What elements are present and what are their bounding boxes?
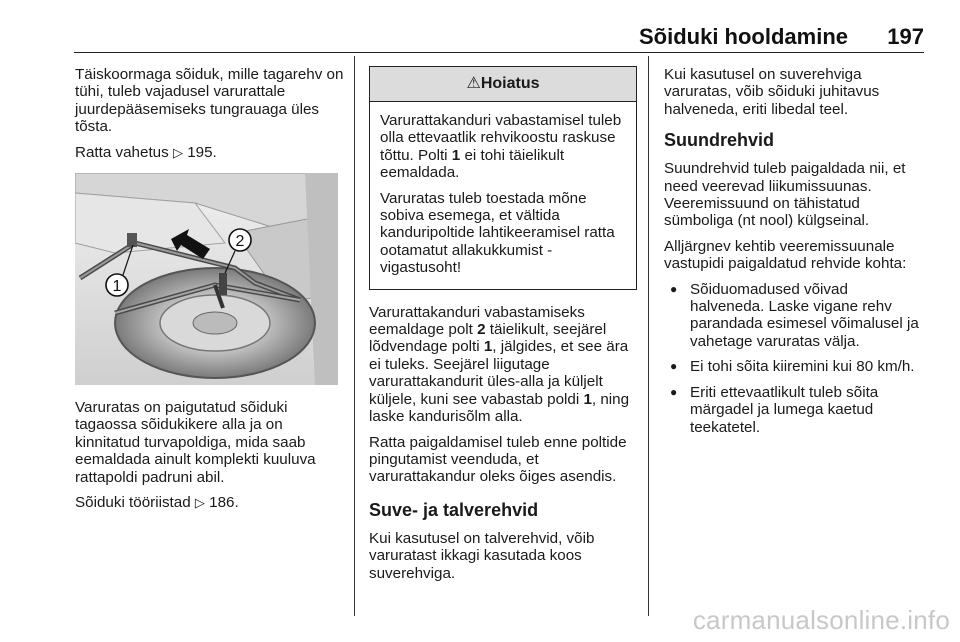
text: Varurattakanduri vabastamiseks eemaldage polt xyxy=(369,303,585,339)
column-1 xyxy=(75,66,345,519)
page-ref-icon: ▷ xyxy=(172,144,183,160)
bullet-list xyxy=(664,281,926,436)
warning-header xyxy=(370,67,636,102)
ref-page: 195. xyxy=(187,143,217,161)
text: , ning laske kandurisõlm alla. xyxy=(369,390,630,426)
paragraph-directional-install: Suundrehvid tuleb paigaldada nii, et need veerevad liikumissuunas. Veeremissuund on tähistatud sümboliga (nt nool) külgseinal. xyxy=(664,160,906,230)
warning-text: Varurattakanduri vabastamisel tuleb olla ettevaatlik rehvikoostu raskuse tõttu. Polti xyxy=(380,112,622,164)
warning-paragraph-1 xyxy=(380,112,626,182)
list-item: ● Eriti ettevaatlikult tuleb sõita märgadel ja lumega kaetud teekatetel. xyxy=(664,384,926,436)
bolt-number: 1 xyxy=(583,390,592,408)
callout-1-label: 1 xyxy=(112,278,122,296)
page-header xyxy=(0,0,960,54)
list-item: ● Ei tohi sõita kiiremini kui 80 km/h. xyxy=(664,358,926,375)
list-item: ● Sõiduomadused võivad halveneda. Laske vigane rehv parandada esimesel võimalusel ja vahetage varuratas välja. xyxy=(664,281,926,351)
paragraph-release-carrier xyxy=(369,304,637,426)
ref-text: Sõiduki tööriistad xyxy=(75,494,191,512)
heading-directional-tyres: Suundrehvid xyxy=(664,130,775,151)
column-2 xyxy=(369,66,637,590)
bolt-number: 1 xyxy=(483,338,493,356)
spare-wheel-illustration xyxy=(75,173,338,385)
bolt-2-icon xyxy=(219,273,227,295)
warning-title: Hoiatus xyxy=(480,75,540,92)
column-divider-2 xyxy=(648,56,649,616)
heading-summer-winter-tyres: Suve- ja talverehvid xyxy=(369,499,539,520)
warning-text: ei tohi täielikult eemaldada. xyxy=(380,146,565,182)
warning-body xyxy=(370,102,636,289)
section-title: Sõiduki hooldamine xyxy=(638,24,848,49)
paragraph-winter-tyres: Kui kasutusel on talverehvid, võib varuratast ikkagi kasutada koos suverehviga. xyxy=(369,529,595,582)
paragraph-reverse-mounted: Alljärgnev kehtib veeremissuunale vastupidi paigaldatud rehvide kohta: xyxy=(664,237,907,273)
header-rule xyxy=(74,52,924,53)
text: , jälgides, et see ära ei tuleks. Seejärel liigutage varurattakandurit üles-alla ja küljelt küljele, kuni see vabastab poldi xyxy=(369,338,629,408)
callout-2-label: 2 xyxy=(235,233,245,251)
warning-box xyxy=(369,66,637,290)
page-number: 197 xyxy=(887,24,924,49)
column-3 xyxy=(664,66,926,444)
paragraph-spare-location: Varuratas on paigutatud sõiduki tagaossa sõidukikere alla ja on kinnitatud turvapoldiga, mida saab eemaldada ainult komplekti kuuluva rattapoldi padruni abil. xyxy=(75,399,316,486)
ref-text: Ratta vahetus xyxy=(75,143,169,161)
bolt-number: 1 xyxy=(451,146,461,164)
warning-paragraph-2: Varuratas tuleb toestada mõne sobiva esemega, et vältida kanduripoltide lahtikeeramisel ratta ootamatut allakukkumist - vigastusoht! xyxy=(380,189,615,277)
paragraph-wheel-change-ref xyxy=(75,144,345,161)
ref-page: 186. xyxy=(209,494,239,512)
text: täielikult, seejärel lõdvendage polti xyxy=(369,321,607,356)
paragraph-install-wheel: Ratta paigaldamisel tuleb enne poltide pingutamist veenduda, et varurattakandur oleks õiges asendis. xyxy=(369,433,627,486)
warning-triangle-icon: ⚠ xyxy=(466,75,481,92)
bolt-1-icon xyxy=(127,233,137,247)
column-divider-1 xyxy=(354,56,355,616)
watermark: carmanualsonline.info xyxy=(692,605,950,635)
paragraph-summer-spare: Kui kasutusel on suverehviga varuratas, võib sõiduki juhitavus halveneda, eriti libedal teel. xyxy=(664,66,880,118)
bolt-number: 2 xyxy=(477,321,486,339)
page-ref-icon: ▷ xyxy=(194,495,205,511)
spare-wheel-figure xyxy=(75,173,338,385)
paragraph-tools-ref xyxy=(75,494,345,511)
paragraph-raise-vehicle: Täiskoormaga sõiduk, mille tagarehv on tühi, tuleb vajadusel varurattale juurdepääsemiseks tungrauaga üles tõsta. xyxy=(75,66,344,136)
